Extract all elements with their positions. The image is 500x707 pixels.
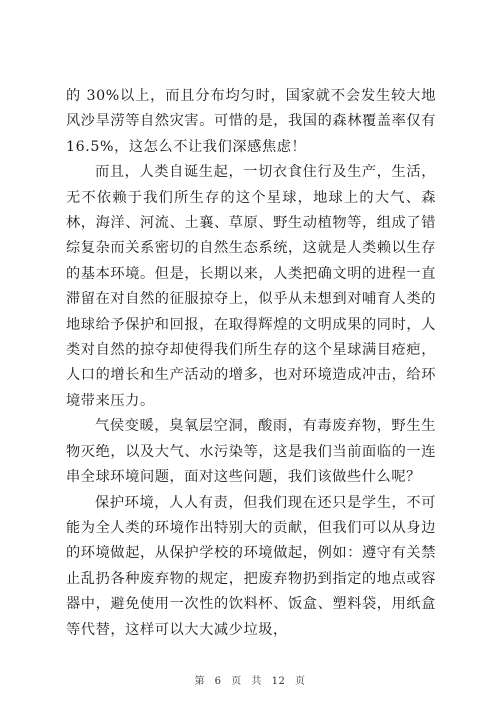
total-suffix: 页: [295, 676, 306, 687]
paragraph-1: 的 30%以上，而且分布均匀时，国家就不会发生较大地风沙旱涝等自然灾害。可惜的是，我国的森林覆盖率仅有 16.5%，这怎么不让我们深感焦虑！: [66, 88, 436, 155]
paragraph-4: 保护环境，人人有责，但我们现在还只是学生，不可能为全人类的环境作出特别大的贡献，但我们可以从身边的环境做起，从保护学校的环境做起，例如：遵守有关禁止乱扔各种废弃物的规定，把废弃物扔到指定的地点或容器中，避免使用一次性的饮料杯、饭盒、塑料袋，用纸盒等代替，这样可以大大减少垃圾，: [66, 494, 436, 638]
page-label-suffix: 页: [231, 676, 242, 687]
paragraph-3: 气侯变暖，臭氧层空洞，酸雨，有毒废弃物，野生生物灭绝，以及大气、水污染等，这是我们当前面临的一连串全球环境问题，面对这些问题，我们该做些什么呢？: [66, 418, 436, 486]
page-label-prefix: 第: [194, 676, 205, 687]
paragraph-2: 而且，人类自诞生起，一切衣食住行及生产，生活，无不依赖于我们所生存的这个星球，地球上的大气、森林，海洋、河流、土襄、草原、野生动植物等，组成了错综复杂而关系密切的自然生态系统，这就是人类赖以生存的基本环境。但是，长期以来，人类把确文明的进程一直滞留在对自然的征服掠夺上，似乎从未想到对哺育人类的地球给予保护和回报，在取得辉煌的文明成果的同时，人类对自然的掠夺却使得我们所生存的这个星球满目疮疤，人口的增长和生产活动的增多，也对环境造成冲击，给环境带来压力。: [66, 164, 436, 409]
total-pages-number: 12: [271, 676, 286, 687]
total-label: 共: [251, 676, 262, 687]
document-body: [66, 84, 436, 643]
current-page-number: 6: [214, 676, 222, 687]
page-footer: [0, 672, 500, 687]
